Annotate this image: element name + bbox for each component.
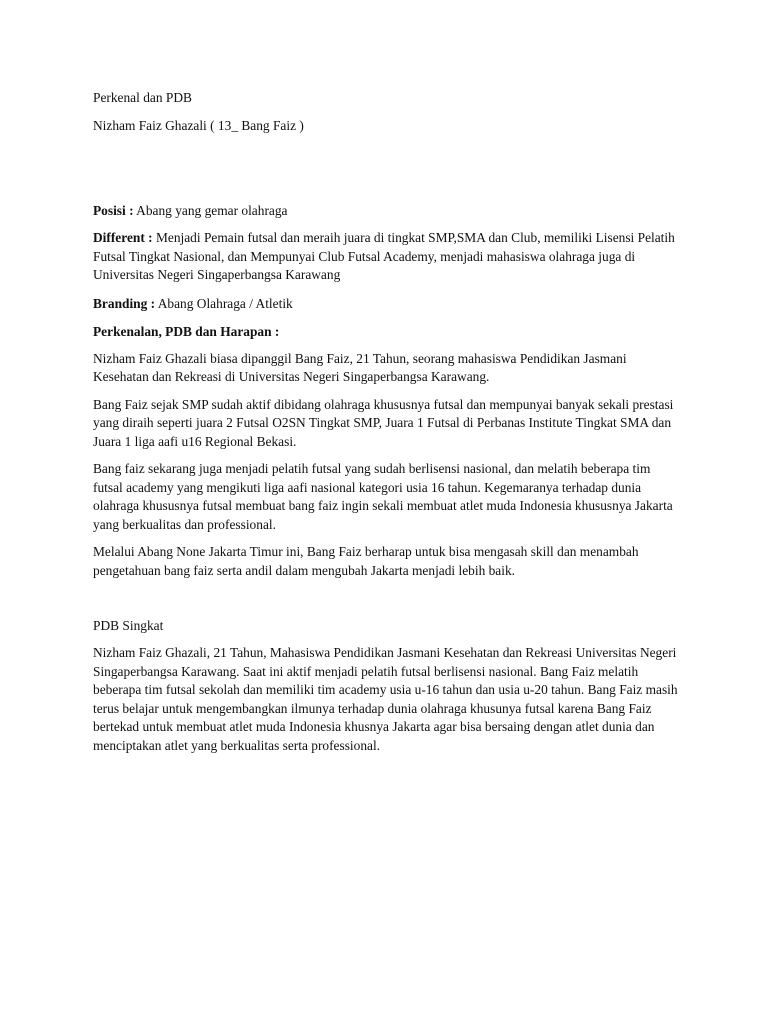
different-text: Menjadi Pemain futsal dan meraih juara di tingkat SMP,SMA dan Club, memiliki Lisensi Pelatih Futsal Tingkat Nasional, dan Mempunyai Club Futsal Academy, menjadi mahasiswa olahraga juga di Universitas Negeri Singaperbangsa Karawang <box>93 230 675 282</box>
paragraph-intro: Nizham Faiz Ghazali biasa dipanggil Bang Faiz, 21 Tahun, seorang mahasiswa Pendidikan Jasmani Kesehatan dan Rekreasi di Universitas Negeri Singaperbangsa Karawang. <box>93 350 627 384</box>
document-page <box>93 88 683 755</box>
posisi-label: Posisi : <box>93 203 134 218</box>
pdb-singkat-paragraph: Nizham Faiz Ghazali, 21 Tahun, Mahasiswa Pendidikan Jasmani Kesehatan dan Rekreasi Universitas Negeri Singaperbangsa Karawang. Saat ini aktif menjadi pelatih futsal berlisensi nasional. Bang Faiz melatih beberapa tim futsal sekolah dan memiliki tim academy usia u-16 tahun dan usia u-20 tahun. Bang Faiz masih terus belajar untuk mengembangkan ilmunya terhadap dunia olahraga khusunya futsal karena Bang Faiz bertekad untuk membuat atlet muda Indonesia khusnya Jakarta agar bisa bersaing dengan atlet dunia dan menciptakan atlet yang berkualitas serta professional. <box>93 645 678 753</box>
document-title: Perkenal dan PDB <box>93 90 192 105</box>
different-paragraph <box>93 229 683 285</box>
branding-text: Abang Olahraga / Atletik <box>155 295 293 311</box>
paragraph-hope: Melalui Abang None Jakarta Timur ini, Bang Faiz berharap untuk bisa mengasah skill dan menambah pengetahuan bang faiz serta andil dalam mengubah Jakarta menjadi lebih baik. <box>93 544 639 578</box>
different-label: Different : <box>93 230 153 245</box>
paragraph-coaching: Bang faiz sekarang juga menjadi pelatih futsal yang sudah berlisensi nasional, dan melatih beberapa tim futsal academy yang mengikuti liga aafi nasional kategori usia 16 tahun. Kegemaranya terhadap dunia olahraga khususnya futsal membuat bang faiz ingin sekali membuat atlet muda Indonesia khususnya Jakarta yang berkualitas dan professional. <box>93 461 673 532</box>
paragraph-achievements: Bang Faiz sejak SMP sudah aktif dibidang olahraga khususnya futsal dan mempunyai banyak sekali prestasi yang diraih seperti juara 2 Futsal O2SN Tingkat SMP, Juara 1 Futsal di Perbanas Institute Tingkat SMA dan Juara 1 liga aafi u16 Regional Bekasi. <box>93 396 674 449</box>
posisi-text: Abang yang gemar olahraga <box>133 203 288 218</box>
branding-line <box>93 294 683 313</box>
branding-label: Branding : <box>93 295 156 311</box>
name-line: Nizham Faiz Ghazali ( 13_ Bang Faiz ) <box>93 118 304 133</box>
posisi-line <box>93 201 683 220</box>
perkenalan-heading: Perkenalan, PDB dan Harapan : <box>93 323 280 339</box>
pdb-singkat-heading: PDB Singkat <box>93 618 164 633</box>
